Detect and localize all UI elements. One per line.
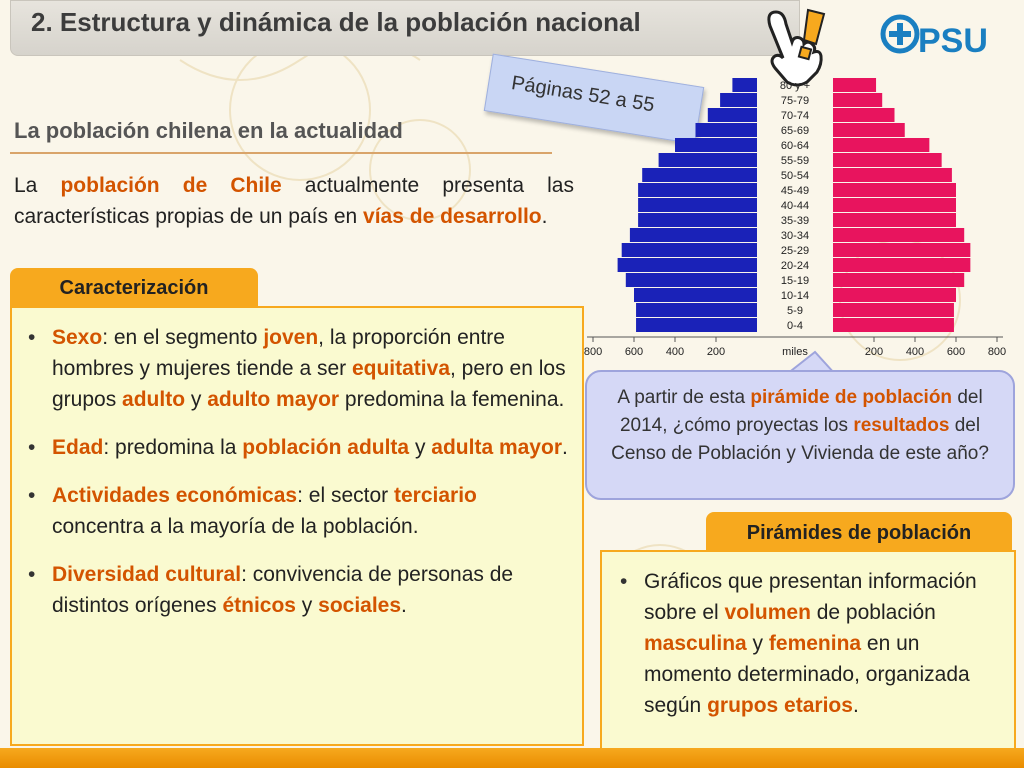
x-tick-label: 600 [624, 346, 644, 358]
male-bar [622, 243, 757, 257]
population-pyramid [583, 76, 1007, 366]
age-group-label: 0-4 [787, 320, 803, 332]
male-bar [636, 318, 757, 332]
caracterizacion-tab [10, 268, 258, 308]
body-text: de población [810, 601, 936, 624]
intro-paragraph [14, 170, 574, 232]
age-group-label: 35-39 [780, 215, 810, 227]
female-bar [833, 153, 942, 167]
list-item-definicion [644, 566, 1008, 721]
male-bar [732, 78, 757, 92]
female-bar [833, 138, 929, 152]
body-text: : el sector [297, 484, 394, 507]
highlight-text: población de Chile [60, 174, 282, 197]
highlight-text: adulta mayor [431, 436, 562, 459]
male-bar [642, 168, 757, 182]
caracterizacion-list [12, 308, 582, 621]
psu-logo [880, 10, 1000, 60]
female-bar [833, 168, 952, 182]
male-bar [626, 273, 757, 287]
piramides-tab [706, 512, 1012, 552]
age-group-label: 40-44 [780, 200, 810, 212]
body-text: en un momento determinado, organizada según [644, 632, 970, 717]
body-text: y [295, 594, 319, 617]
x-tick-label: 200 [864, 346, 884, 358]
x-tick-label: 800 [583, 346, 603, 358]
age-group-label: 70-74 [780, 110, 810, 122]
female-bar [833, 108, 895, 122]
age-group-label: 5-9 [787, 305, 803, 317]
female-bar [833, 183, 956, 197]
male-bar [659, 153, 757, 167]
female-bar [833, 318, 954, 332]
x-tick-label: 800 [987, 346, 1007, 358]
list-item-actividades [52, 480, 572, 542]
male-bar [720, 93, 757, 107]
body-text: del 2014, ¿cómo proyectas los [619, 387, 983, 436]
female-bar [833, 288, 956, 302]
body-text: : predomina la [103, 436, 243, 459]
highlight-text: adulto mayor [207, 388, 340, 411]
x-tick-label: 400 [665, 346, 685, 358]
highlight-text: joven [263, 326, 319, 349]
highlight-text: masculina [644, 632, 747, 655]
female-bar [833, 198, 956, 212]
body-text: Gráficos que presentan información sobre el [644, 570, 977, 624]
piramides-tab-label: Pirámides de población [746, 522, 972, 544]
male-bar [634, 288, 757, 302]
male-bar [636, 303, 757, 317]
body-text: predomina la femenina. [339, 388, 565, 411]
body-text: A partir de esta [617, 387, 751, 408]
female-bar [833, 303, 954, 317]
male-bar [675, 138, 757, 152]
body-text: , la proporción entre hombres y mujeres tiende a ser [52, 326, 505, 380]
highlight-text: equitativa [351, 357, 450, 380]
highlight-text: volumen [724, 601, 811, 624]
male-bar [638, 198, 757, 212]
body-text: y [185, 388, 208, 411]
age-group-label: 25-29 [780, 245, 810, 257]
male-bar [638, 213, 757, 227]
age-group-label: 65-69 [780, 125, 810, 137]
piramides-box [600, 550, 1016, 750]
x-tick-label: 200 [706, 346, 726, 358]
highlight-text: adulto [122, 388, 186, 411]
body-text: concentra a la mayoría de la población. [52, 515, 419, 538]
age-group-label: 15-19 [780, 275, 810, 287]
pointing-hand-icon [756, 4, 836, 84]
age-group-label: 20-24 [780, 260, 810, 272]
male-bar [708, 108, 757, 122]
male-bar [630, 228, 757, 242]
body-text: , pero en los grupos [52, 357, 566, 411]
x-tick-label: 600 [946, 346, 966, 358]
age-group-label: 80 y + [779, 80, 811, 92]
highlight-text: grupos etarios [707, 694, 853, 717]
female-bar [833, 213, 956, 227]
x-tick-label: 400 [905, 346, 925, 358]
highlight-text: femenina [768, 632, 862, 655]
list-item-diversidad [52, 559, 572, 621]
logo-text: PSU [918, 22, 988, 60]
age-group-label: 60-64 [780, 140, 810, 152]
male-bar [618, 258, 757, 272]
male-bar [638, 183, 757, 197]
page-title: 2. Estructura y dinámica de la población nacional [31, 7, 641, 37]
title-bar [10, 0, 800, 56]
female-bar [833, 123, 905, 137]
female-bar [833, 78, 876, 92]
age-group-label: 30-34 [780, 230, 810, 242]
highlight-text: sociales [318, 594, 402, 617]
caracterizacion-tab-label: Caracterización [59, 277, 209, 299]
highlight-text: Sexo [52, 326, 103, 349]
highlight-text: Diversidad cultural [52, 563, 242, 586]
highlight-text: terciario [393, 484, 477, 507]
highlight-text: Actividades económicas [52, 484, 298, 507]
male-bar [696, 123, 758, 137]
section-subtitle: La población chilena en la actualidad [14, 118, 403, 143]
highlight-text: vías de desarrollo [363, 205, 542, 228]
x-axis-unit-label: miles [782, 346, 808, 358]
caracterizacion-box [10, 306, 584, 746]
female-bar [833, 273, 964, 287]
body-text: : convivencia de personas de distintos orígenes [52, 563, 514, 617]
highlight-text: población adulta [242, 436, 410, 459]
age-group-label: 75-79 [780, 95, 810, 107]
female-bar [833, 243, 970, 257]
age-group-label: 55-59 [780, 155, 810, 167]
body-text: actualmente presenta las características propias de un país en [14, 174, 574, 228]
body-text: La [14, 174, 61, 197]
female-bar [833, 93, 882, 107]
bottom-bar [0, 748, 1024, 768]
body-text: . [401, 594, 407, 617]
subtitle-divider [10, 152, 552, 154]
age-group-label: 50-54 [780, 170, 810, 182]
pages-note-label: Páginas 52 a 55 [509, 72, 657, 117]
body-text: del Censo de Población y Vivienda de este año? [611, 415, 989, 464]
highlight-text: Edad [52, 436, 104, 459]
body-text: . [562, 436, 568, 459]
list-item-sexo [52, 322, 572, 415]
age-group-label: 45-49 [780, 185, 810, 197]
female-bar [833, 228, 964, 242]
question-bubble [585, 370, 1015, 500]
list-item-edad [52, 432, 572, 463]
body-text: y [409, 436, 432, 459]
body-text: . [852, 694, 859, 717]
highlight-text: resultados [853, 415, 950, 436]
body-text: : en el segmento [102, 326, 264, 349]
body-text: . [541, 205, 548, 228]
piramides-list [602, 552, 1014, 721]
highlight-text: étnicos [222, 594, 296, 617]
question-text [601, 384, 999, 468]
highlight-text: pirámide de población [750, 387, 953, 408]
age-group-label: 10-14 [780, 290, 810, 302]
body-text: y [746, 632, 769, 655]
female-bar [833, 258, 970, 272]
